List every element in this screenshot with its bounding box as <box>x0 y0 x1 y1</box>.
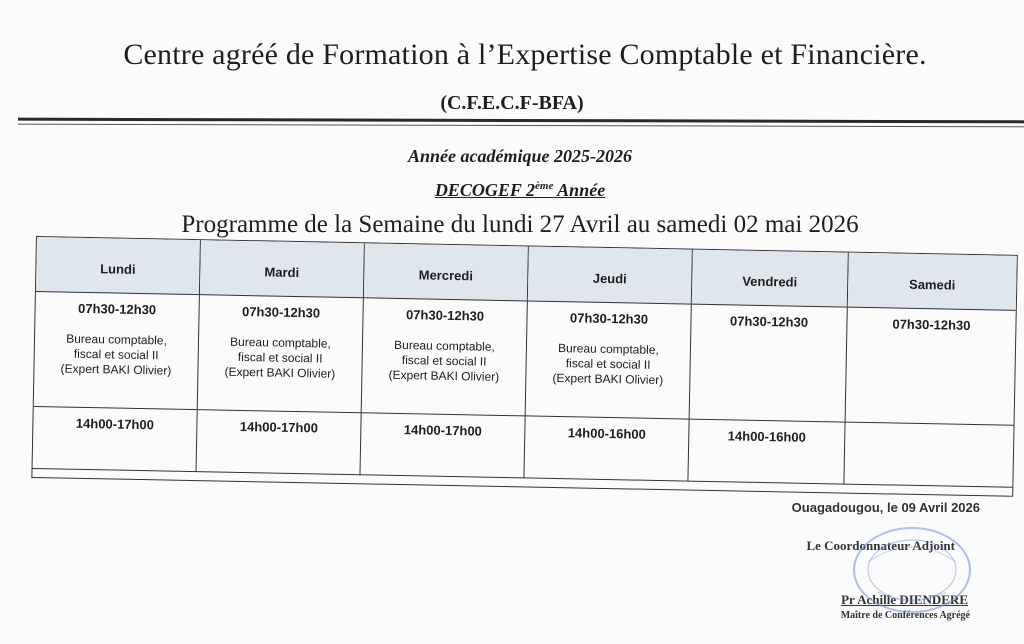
afternoon-slot-time: 14h00-17h00 <box>403 422 483 439</box>
program-name-rest: Année <box>553 180 606 200</box>
morning-slot-time: 07h30-12h30 <box>892 316 971 333</box>
schedule-table <box>31 236 1017 497</box>
course-line: (Expert BAKI Olivier) <box>224 364 336 381</box>
header-rule <box>18 118 1024 124</box>
morning-slot-time: 07h30-12h30 <box>77 300 157 318</box>
course-info <box>34 331 198 379</box>
program-name <box>0 180 1024 201</box>
course-line: Bureau comptable, <box>66 331 168 348</box>
course-line: Bureau comptable, <box>557 341 659 357</box>
afternoon-slot-time: 14h00-17h00 <box>75 415 155 433</box>
course-line: fiscal et social II <box>565 356 651 372</box>
morning-cell <box>362 298 528 416</box>
afternoon-cell <box>360 413 525 478</box>
course-info <box>526 340 690 388</box>
afternoon-cell <box>196 410 361 475</box>
morning-cell <box>690 305 848 423</box>
afternoon-slot-time: 14h00-16h00 <box>567 425 646 442</box>
coordinator-title: Le Coordonnateur Adjoint <box>806 538 955 553</box>
day-header: Samedi <box>848 253 1017 311</box>
morning-slot-time: 07h30-12h30 <box>729 313 809 330</box>
afternoon-slot-time: 14h00-16h00 <box>727 428 806 445</box>
course-line: fiscal et social II <box>237 349 323 366</box>
day-header: Jeudi <box>528 246 693 304</box>
academic-year: Année académique 2025-2026 <box>408 146 632 166</box>
day-header: Mardi <box>200 240 365 298</box>
day-header: Mercredi <box>364 243 529 301</box>
course-line: fiscal et social II <box>73 346 159 363</box>
course-line: Bureau comptable, <box>229 334 331 351</box>
course-info <box>362 337 526 385</box>
morning-slot-time: 07h30-12h30 <box>241 303 321 321</box>
institution-acronym: (C.F.E.C.F-BFA) <box>440 92 584 114</box>
signatory-name: Pr Achille DIENDERE <box>841 592 968 607</box>
morning-cell <box>846 308 1016 426</box>
day-header: Lundi <box>36 237 201 295</box>
week-title: Programme de la Semaine du lundi 27 Avril au samedi 02 mai 2026 <box>181 211 859 238</box>
afternoon-slot-time: 14h00-17h00 <box>239 418 319 436</box>
program-name-main: DECOGEF 2 <box>434 180 536 200</box>
course-line: (Expert BAKI Olivier) <box>388 367 500 384</box>
morning-slot-time: 07h30-12h30 <box>405 307 485 324</box>
afternoon-cell <box>524 416 689 481</box>
program-name-sup: ème <box>535 180 554 192</box>
course-info <box>198 334 362 382</box>
course-line: (Expert BAKI Olivier) <box>552 370 664 388</box>
course-line: fiscal et social II <box>401 353 487 369</box>
official-stamp <box>848 522 976 618</box>
signatory-rank: Maître de Conférences Agrégé <box>840 610 970 621</box>
afternoon-cell <box>844 423 1013 488</box>
morning-cell <box>198 295 364 413</box>
header-rule-thin <box>18 124 1024 128</box>
morning-cell <box>34 292 200 410</box>
afternoon-cell <box>33 407 198 472</box>
morning-cell <box>526 301 692 419</box>
place-date: Ouagadougou, le 09 Avril 2026 <box>791 500 980 515</box>
course-line: (Expert BAKI Olivier) <box>60 361 172 378</box>
morning-slot-time: 07h30-12h30 <box>569 310 649 327</box>
afternoon-cell <box>688 420 845 485</box>
course-line: Bureau comptable, <box>393 337 495 354</box>
day-header: Vendredi <box>692 250 849 308</box>
institution-title: Centre agréé de Formation à l’Expertise Comptable et Financière. <box>123 38 927 71</box>
